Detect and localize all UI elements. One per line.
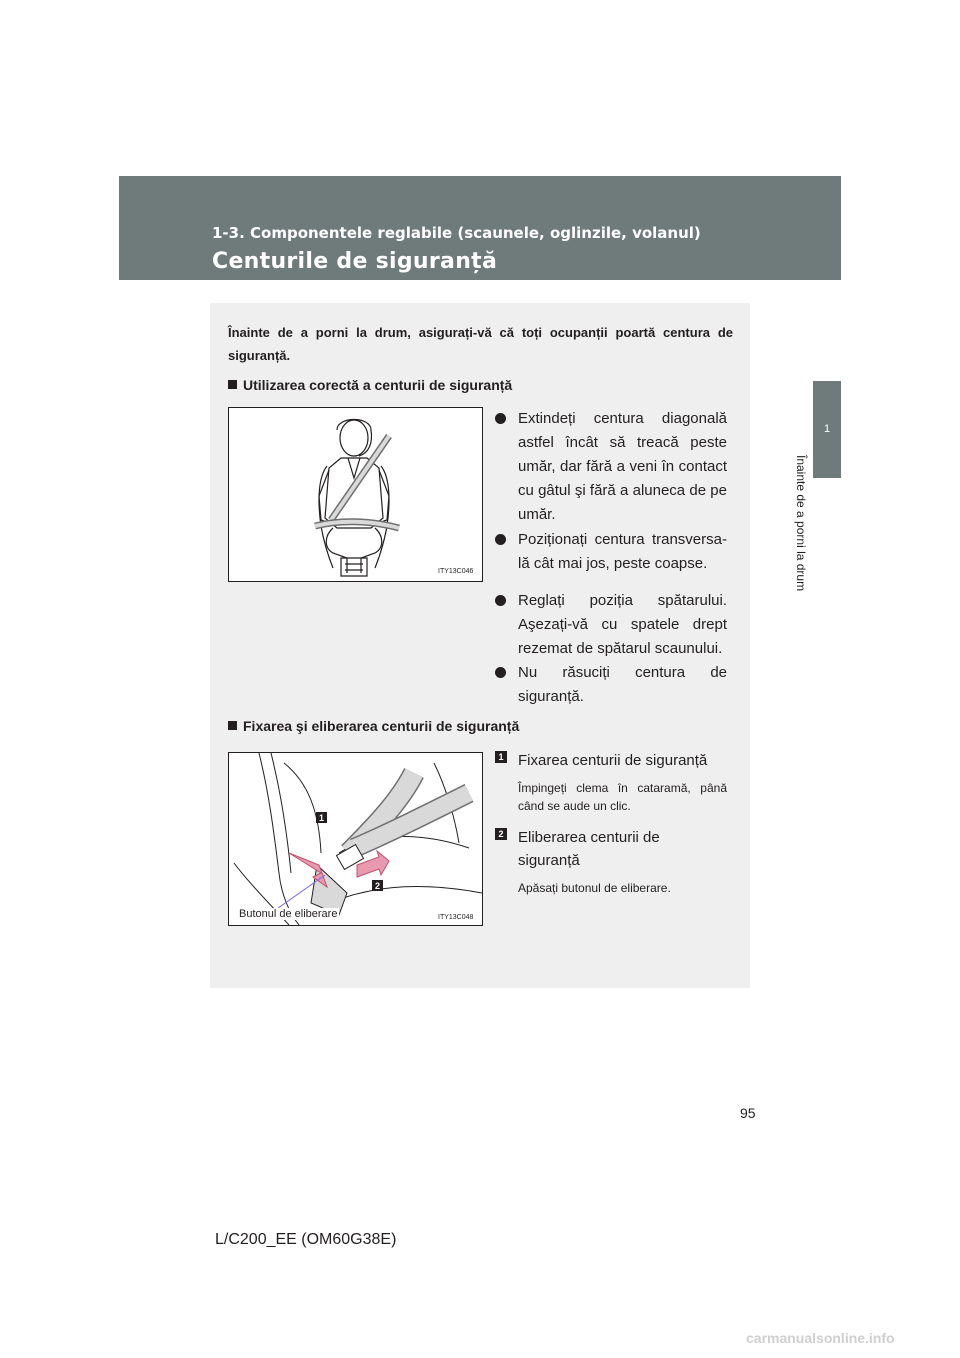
section-label: 1-3. Componentele reglabile (scaunele, oglinzile, volanul) xyxy=(212,224,701,242)
bullet-text: Extindeți centura diagonală astfel încât să treacă peste umăr, dar fără a veni în contact cu gâtul şi fără a aluneca de pe umăr. xyxy=(518,410,727,523)
chapter-side-label-text: Înainte de a porni la drum xyxy=(794,455,808,592)
page-number: 95 xyxy=(740,1105,756,1121)
step-item xyxy=(495,826,727,897)
figure1-code: ITY13C046 xyxy=(438,568,474,575)
bullet-text: Nu răsuciți centura de siguranță. xyxy=(518,664,727,705)
step-title: Fixarea centurii de siguranță xyxy=(518,752,708,769)
section2-heading-text: Fixarea şi eliberarea centurii de siguranță xyxy=(243,718,520,734)
chapter-header xyxy=(119,176,841,280)
chapter-tab xyxy=(813,381,841,478)
square-bullet-icon xyxy=(228,380,237,389)
section1-heading-text: Utilizarea corectă a centurii de siguranță xyxy=(243,377,513,393)
svg-text:2: 2 xyxy=(374,881,381,891)
step-description: Apăsați butonul de eliberare. xyxy=(518,881,671,895)
bullet-item xyxy=(495,589,727,661)
step-badge: 1 xyxy=(495,751,507,763)
chapter-number: 1 xyxy=(823,423,831,435)
document-code: L/C200_EE (OM60G38E) xyxy=(215,1231,397,1248)
bullet-dot-icon xyxy=(495,595,506,606)
bullet-dot-icon xyxy=(495,534,506,545)
step-badge: 2 xyxy=(495,828,507,840)
bullet-item xyxy=(495,661,727,709)
step-item xyxy=(495,749,727,815)
release-button-label: Butonul de eliberare xyxy=(239,908,338,920)
step-description: Împingeți clema în cataramă, până când se aude un clic. xyxy=(518,781,727,813)
seated-person-illustration-icon xyxy=(229,408,482,581)
seatbelt-buckle-illustration-icon xyxy=(229,753,482,925)
bullet-text: Reglați poziția spătarului. Aşezați-vă cu spatele drept rezemat de spătarul scaunului. xyxy=(518,592,727,657)
bullet-dot-icon xyxy=(495,413,506,424)
square-bullet-icon xyxy=(228,721,237,730)
bullet-dot-icon xyxy=(495,667,506,678)
intro-text: Înainte de a porni la drum, asigurați-vă că toți ocupanții poartă centura de siguranță. xyxy=(228,325,733,363)
watermark: carmanualsonline.info xyxy=(746,1330,895,1346)
seated-person-figure xyxy=(228,407,483,582)
figure2-code: ITY13C048 xyxy=(438,914,474,921)
step-title: Eliberarea centurii de siguranță xyxy=(518,829,660,869)
section1-heading xyxy=(228,377,512,393)
section2-heading xyxy=(228,718,519,734)
chapter-side-label xyxy=(766,455,808,635)
bullet-item xyxy=(495,407,727,527)
bullet-text: Poziționați centura transversa-lă cât mai jos, peste coapse. xyxy=(518,531,727,572)
svg-text:1: 1 xyxy=(318,813,325,823)
page-title: Centurile de siguranță xyxy=(212,249,498,274)
buckle-figure xyxy=(228,752,483,926)
content-panel xyxy=(210,303,750,988)
bullet-item xyxy=(495,528,727,576)
